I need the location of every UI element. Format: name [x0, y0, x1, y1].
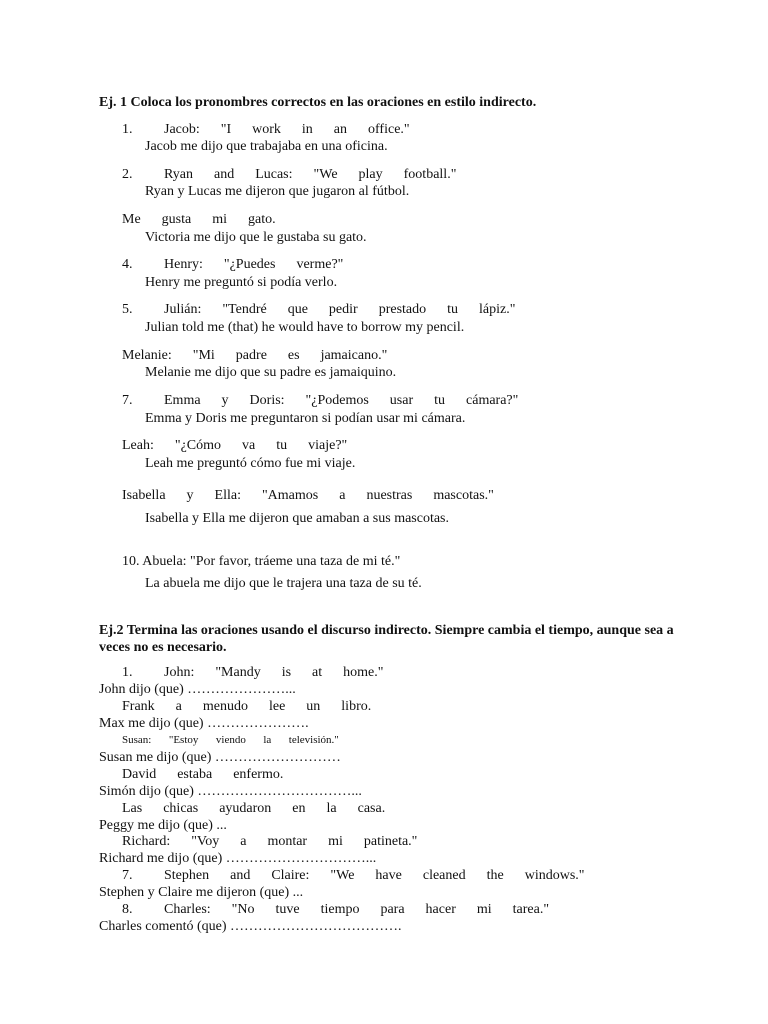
ex2-item-6-prompt: Richard: "Voy a montar mi patineta." — [122, 834, 418, 849]
ex1-item-8-prompt: Leah: "¿Cómo va tu viaje?" — [122, 438, 348, 453]
ex2-item-7-answer: Stephen y Claire me dijeron (que) ... — [99, 885, 304, 900]
ex2-item-4-answer: Simón dijo (que) ……………………………... — [99, 784, 362, 799]
ex1-item-2-answer: Ryan y Lucas me dijeron que jugaron al fútbol. — [145, 184, 410, 199]
ex1-item-9-prompt: Isabella y Ella: "Amamos a nuestras mascotas." — [122, 488, 494, 503]
exercise-2-heading: Ej.2 Termina las oraciones usando el discurso indirecto. Siempre cambia el tiempo, aunque sea a veces no es necesario. — [99, 623, 674, 655]
ex1-item-9-answer: Isabella y Ella me dijeron que amaban a sus mascotas. — [145, 511, 450, 526]
ex1-item-1-prompt: 1. Jacob: "I work in an office." — [122, 122, 410, 137]
ex2-item-3-answer: Susan me dijo (que) ……………………… — [99, 750, 341, 765]
ex2-item-2-answer: Max me dijo (que) …………………. — [99, 716, 309, 731]
ex1-item-4-prompt: 4. Henry: "¿Puedes verme?" — [122, 257, 344, 272]
ex1-item-10-answer: La abuela me dijo que le trajera una taza de su té. — [145, 576, 422, 591]
ex2-item-8-prompt: 8. Charles: "No tuve tiempo para hacer mi tarea." — [122, 902, 550, 917]
ex2-item-2-prompt: Frank a menudo lee un libro. — [122, 699, 372, 714]
ex1-item-7-answer: Emma y Doris me preguntaron si podían usar mi cámara. — [145, 411, 466, 426]
ex1-item-8-answer: Leah me preguntó cómo fue mi viaje. — [145, 456, 356, 471]
ex1-item-10-prompt: 10. Abuela: "Por favor, tráeme una taza de mi té." — [122, 554, 401, 569]
ex2-item-6-answer: Richard me dijo (que) …………………………... — [99, 851, 377, 866]
ex1-item-5-prompt: 5. Julián: "Tendré que pedir prestado tu lápiz." — [122, 302, 516, 317]
ex1-item-4-answer: Henry me preguntó si podía verlo. — [145, 275, 338, 290]
ex1-item-6-prompt: Melanie: "Mi padre es jamaicano." — [122, 348, 388, 363]
ex1-item-2-prompt: 2. Ryan and Lucas: "We play football." — [122, 167, 457, 182]
ex1-item-1-answer: Jacob me dijo que trabajaba en una oficina. — [145, 139, 388, 154]
ex2-item-4-prompt: David estaba enfermo. — [122, 767, 284, 782]
ex1-item-6-answer: Melanie me dijo que su padre es jamaiquino. — [145, 365, 397, 380]
ex2-item-1-prompt: 1. John: "Mandy is at home." — [122, 665, 384, 680]
ex2-item-8-answer: Charles comentó (que) ………………………………. — [99, 919, 402, 934]
ex1-item-5-answer: Julian told me (that) he would have to borrow my pencil. — [145, 320, 465, 335]
ex2-item-5-answer: Peggy me dijo (que) ... — [99, 818, 227, 833]
ex1-item-7-prompt: 7. Emma y Doris: "¿Podemos usar tu cámara?" — [122, 393, 519, 408]
ex2-item-5-prompt: Las chicas ayudaron en la casa. — [122, 801, 386, 816]
exercise-1-heading: Ej. 1 Coloca los pronombres correctos en las oraciones en estilo indirecto. — [99, 95, 537, 110]
ex2-item-7-prompt: 7. Stephen and Claire: "We have cleaned the windows." — [122, 868, 585, 883]
ex2-item-1-answer: John dijo (que) …………………... — [99, 682, 296, 697]
ex2-item-3-prompt: Susan: "Estoy viendo la televisión." — [122, 734, 339, 746]
ex1-item-3-prompt: Me gusta mi gato. — [122, 212, 276, 227]
ex1-item-3-answer: Victoria me dijo que le gustaba su gato. — [145, 230, 367, 245]
